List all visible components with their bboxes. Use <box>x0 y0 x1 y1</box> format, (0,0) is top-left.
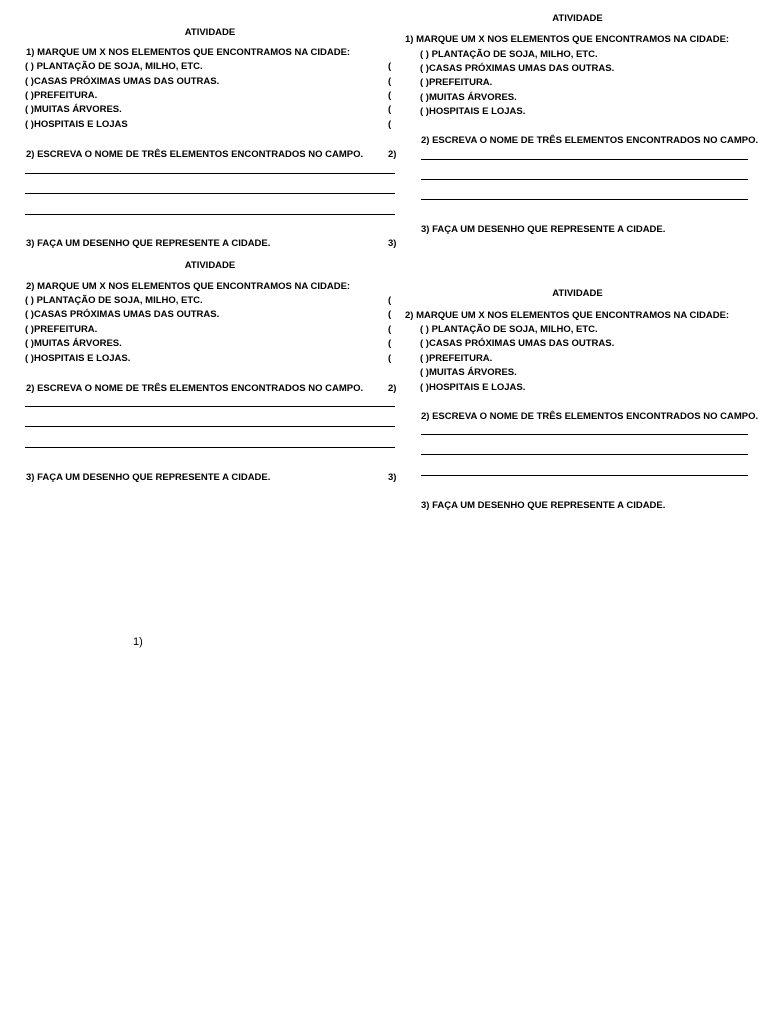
clipped-paren: ( <box>388 338 392 349</box>
answer-line <box>421 159 748 160</box>
option-line: ( )MUITAS ÁRVORES. <box>25 338 122 349</box>
option-line: ( )HOSPITAIS E LOJAS <box>25 119 128 130</box>
question-2: 2) ESCREVA O NOME DE TRÊS ELEMENTOS ENCONTRADOS NO CAMPO. <box>421 135 759 146</box>
question-2: 2) ESCREVA O NOME DE TRÊS ELEMENTOS ENCONTRADOS NO CAMPO. <box>26 383 364 394</box>
answer-line <box>25 426 395 427</box>
clipped-paren: ( <box>388 61 392 72</box>
option-line: ( ) PLANTAÇÃO DE SOJA, MILHO, ETC. <box>25 61 203 72</box>
option-line: ( )HOSPITAIS E LOJAS. <box>420 382 526 393</box>
option-line: ( )PREFEITURA. <box>420 77 493 88</box>
option-line: ( )CASAS PRÓXIMAS UMAS DAS OUTRAS. <box>25 76 220 87</box>
question-3: 3) FAÇA UM DESENHO QUE REPRESENTE A CIDADE. <box>421 224 666 235</box>
clipped-paren: ( <box>388 309 392 320</box>
option-line: ( )CASAS PRÓXIMAS UMAS DAS OUTRAS. <box>25 309 220 320</box>
worksheet-4 <box>405 287 759 513</box>
option-line: ( )PREFEITURA. <box>25 324 98 335</box>
question-1: 1) MARQUE UM X NOS ELEMENTOS QUE ENCONTRAMOS NA CIDADE: <box>26 47 351 58</box>
worksheet-2 <box>25 259 395 485</box>
clipped-paren: ( <box>388 295 392 306</box>
option-line: ( ) PLANTAÇÃO DE SOJA, MILHO, ETC. <box>420 324 598 335</box>
option-line: ( )HOSPITAIS E LOJAS. <box>420 106 526 117</box>
answer-line <box>421 434 748 435</box>
clipped-paren: ( <box>388 76 392 87</box>
option-line: ( ) PLANTAÇÃO DE SOJA, MILHO, ETC. <box>25 295 203 306</box>
worksheet-title: ATIVIDADE <box>552 288 603 299</box>
clipped-paren: ( <box>388 104 392 115</box>
answer-line <box>25 214 395 215</box>
clipped-number: 2) <box>388 149 397 160</box>
question-1: 1) MARQUE UM X NOS ELEMENTOS QUE ENCONTRAMOS NA CIDADE: <box>405 34 730 45</box>
question-1: 2) MARQUE UM X NOS ELEMENTOS QUE ENCONTRAMOS NA CIDADE: <box>405 310 730 321</box>
option-line: ( )CASAS PRÓXIMAS UMAS DAS OUTRAS. <box>420 63 615 74</box>
option-line: ( )CASAS PRÓXIMAS UMAS DAS OUTRAS. <box>420 338 615 349</box>
answer-line <box>421 475 748 476</box>
worksheet-3 <box>405 12 759 238</box>
clipped-paren: ( <box>388 90 392 101</box>
question-1: 2) MARQUE UM X NOS ELEMENTOS QUE ENCONTRAMOS NA CIDADE: <box>26 281 351 292</box>
worksheet-title: ATIVIDADE <box>184 27 236 38</box>
worksheet-title: ATIVIDADE <box>184 260 236 271</box>
option-line: ( )MUITAS ÁRVORES. <box>420 92 517 103</box>
clipped-paren: ( <box>388 353 392 364</box>
worksheet-title: ATIVIDADE <box>552 13 603 24</box>
clipped-paren: ( <box>388 119 392 130</box>
question-2: 2) ESCREVA O NOME DE TRÊS ELEMENTOS ENCONTRADOS NO CAMPO. <box>421 411 759 422</box>
question-3: 3) FAÇA UM DESENHO QUE REPRESENTE A CIDADE. <box>421 500 666 511</box>
question-3: 3) FAÇA UM DESENHO QUE REPRESENTE A CIDADE. <box>26 238 271 249</box>
option-line: ( ) PLANTAÇÃO DE SOJA, MILHO, ETC. <box>420 49 598 60</box>
clipped-number: 2) <box>388 383 397 394</box>
question-2: 2) ESCREVA O NOME DE TRÊS ELEMENTOS ENCONTRADOS NO CAMPO. <box>26 149 364 160</box>
answer-line <box>421 179 748 180</box>
question-3: 3) FAÇA UM DESENHO QUE REPRESENTE A CIDADE. <box>26 472 271 483</box>
clipped-number: 3) <box>388 472 397 483</box>
option-line: ( )HOSPITAIS E LOJAS. <box>25 353 131 364</box>
answer-line <box>25 173 395 174</box>
answer-line <box>25 447 395 448</box>
worksheet-1 <box>25 26 395 252</box>
answer-line <box>25 406 395 407</box>
answer-line <box>421 454 748 455</box>
page-number-mark: 1) <box>133 636 143 648</box>
option-line: ( )MUITAS ÁRVORES. <box>420 367 517 378</box>
option-line: ( )MUITAS ÁRVORES. <box>25 104 122 115</box>
answer-line <box>25 193 395 194</box>
clipped-paren: ( <box>388 324 392 335</box>
answer-line <box>421 199 748 200</box>
option-line: ( )PREFEITURA. <box>25 90 98 101</box>
clipped-number: 3) <box>388 238 397 249</box>
option-line: ( )PREFEITURA. <box>420 353 493 364</box>
